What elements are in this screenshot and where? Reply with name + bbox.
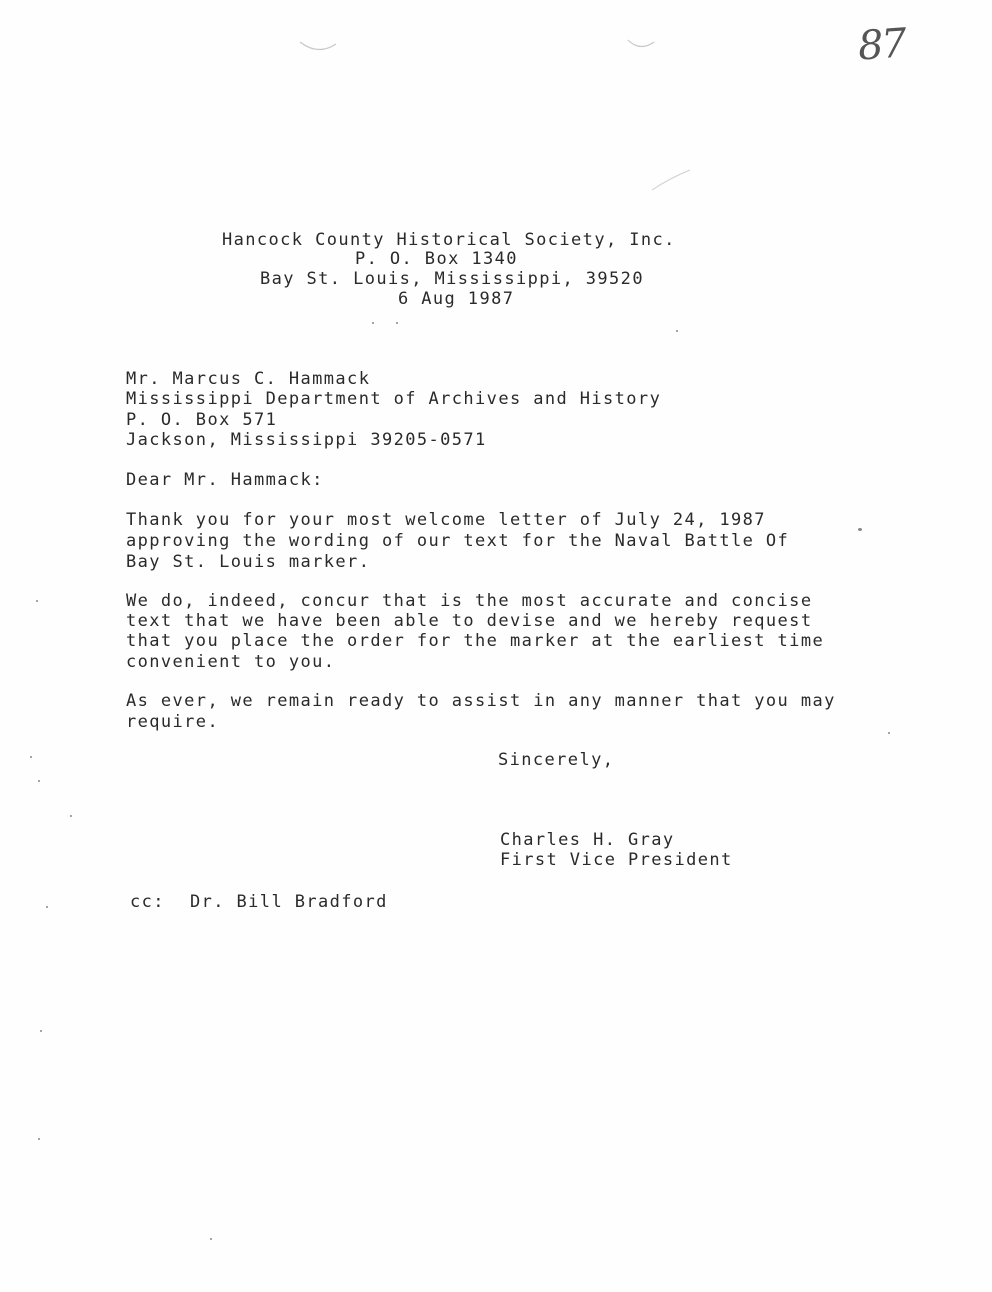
speck [210, 1238, 212, 1240]
cc-label: cc: [130, 892, 165, 912]
body-line: text that we have been able to devise and we hereby request [126, 611, 813, 631]
body-line: We do, indeed, concur that is the most accurate and concise [126, 591, 813, 611]
letter-date: 6 Aug 1987 [398, 289, 515, 309]
speck [30, 756, 32, 758]
speck [46, 906, 48, 908]
recipient-dept: Mississippi Department of Archives and History [126, 389, 662, 409]
body-line: Thank you for your most welcome letter of July 24, 1987 [126, 510, 766, 530]
speck [36, 600, 38, 602]
cc-name: Dr. Bill Bradford [190, 892, 388, 912]
letterhead-box: P. O. Box 1340 [355, 249, 518, 269]
speck [372, 322, 374, 324]
recipient-name: Mr. Marcus C. Hammack [126, 369, 371, 389]
recipient-city: Jackson, Mississippi 39205-0571 [126, 430, 487, 450]
body-line: Bay St. Louis marker. [126, 552, 371, 572]
speck [40, 1030, 42, 1032]
body-line: As ever, we remain ready to assist in any manner that you may [126, 691, 836, 711]
body-line: require. [126, 712, 220, 732]
signer-title: First Vice President [500, 850, 733, 870]
speck [38, 1138, 40, 1140]
letterhead-org: Hancock County Historical Society, Inc. [222, 230, 676, 250]
speck [38, 780, 40, 782]
handwritten-page-number: 87 [856, 20, 907, 70]
speck [676, 330, 678, 332]
closing: Sincerely, [498, 750, 615, 770]
letterhead-city: Bay St. Louis, Mississippi, 39520 [260, 269, 644, 289]
salutation: Dear Mr. Hammack: [126, 470, 324, 490]
speck [858, 528, 862, 531]
body-line: approving the wording of our text for the Naval Battle Of [126, 531, 790, 551]
body-line: that you place the order for the marker at the earliest time [126, 631, 825, 651]
speck [888, 732, 890, 734]
body-line: convenient to you. [126, 652, 336, 672]
speck [396, 322, 398, 324]
recipient-box: P. O. Box 571 [126, 410, 278, 430]
speck [70, 815, 72, 817]
signer-name: Charles H. Gray [500, 830, 675, 850]
